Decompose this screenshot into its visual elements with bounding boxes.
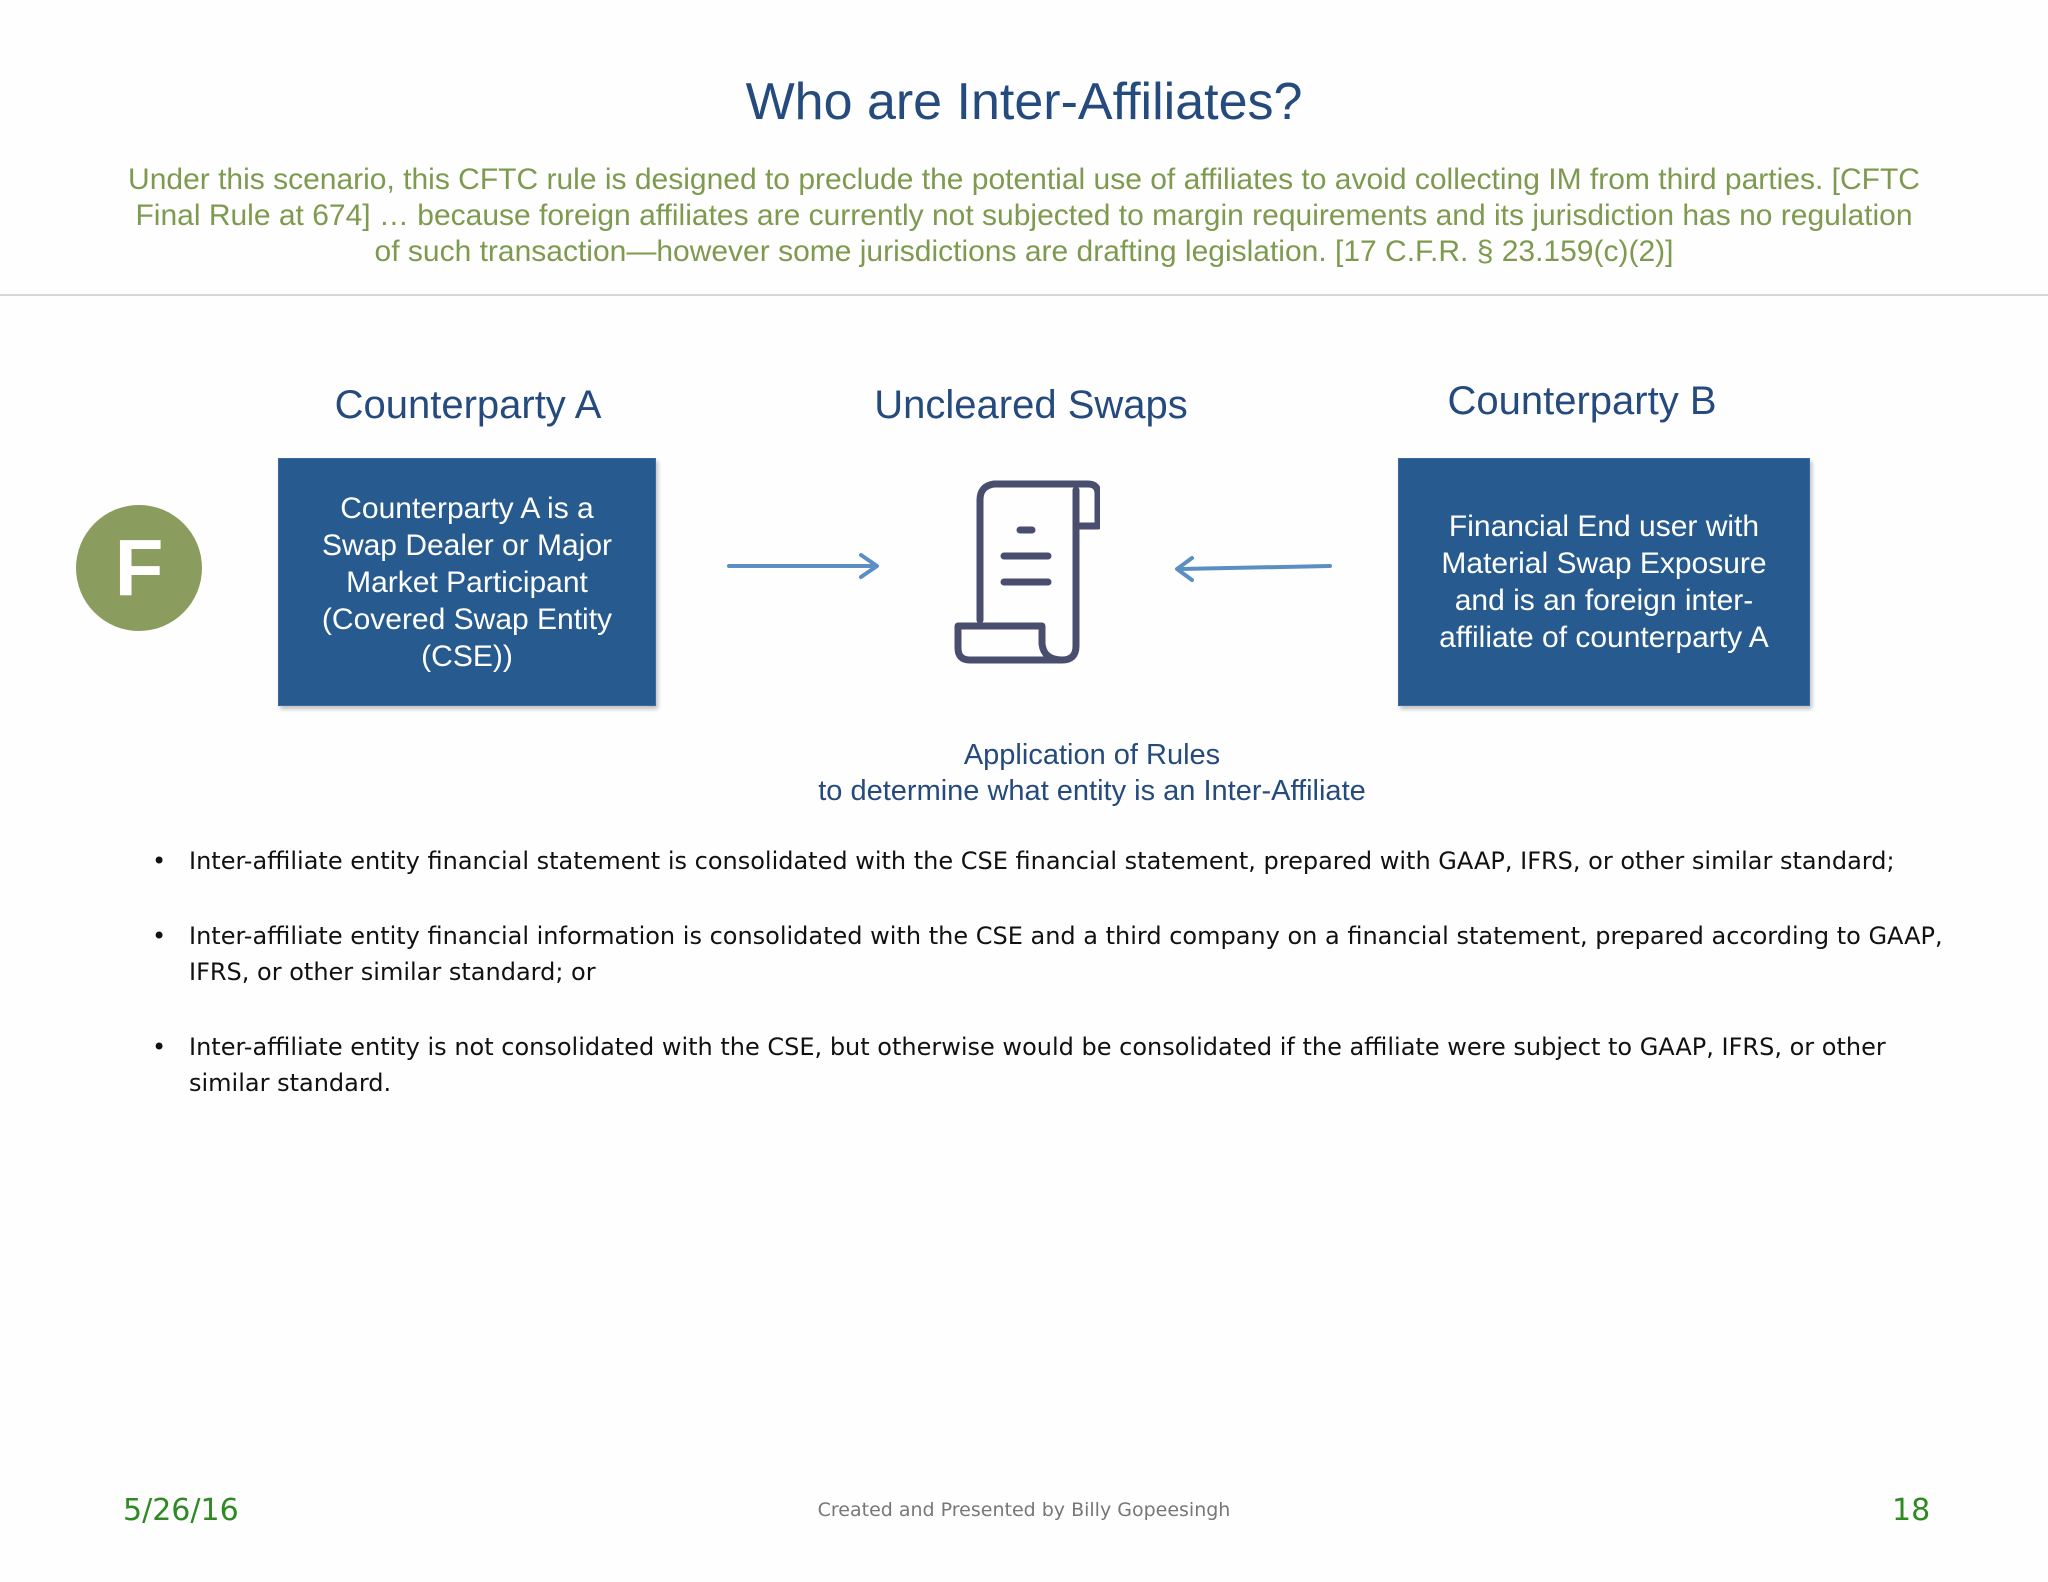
counterparty-a-box — [278, 458, 656, 706]
list-item — [148, 1029, 1968, 1101]
counterparty-b-heading: Counterparty B — [1447, 379, 1717, 423]
left-arrow-icon — [1168, 553, 1334, 583]
list-item — [148, 918, 1968, 990]
counterparty-b-description: Financial End user with Material Swap Exposure and is an foreign inter-affiliate of counterparty A — [1439, 510, 1769, 654]
uncleared-swaps-heading: Uncleared Swaps — [874, 383, 1188, 427]
application-of-rules-caption — [700, 737, 1484, 809]
criteria-bullet-list — [148, 843, 1968, 1140]
list-item — [148, 843, 1968, 879]
bullet-text: Inter-affiliate entity is not consolidated with the CSE, but otherwise would be consolidated if the affiliate were subject to GAAP, IFRS, or other similar standard. — [189, 1033, 1886, 1097]
counterparty-b-box — [1398, 458, 1810, 706]
page-number: 18 — [1892, 1493, 1931, 1528]
document-scroll-icon — [950, 478, 1100, 668]
caption-line-2: to determine what entity is an Inter-Affiliate — [818, 775, 1366, 807]
scenario-badge: F — [76, 505, 202, 631]
counterparty-a-heading: Counterparty A — [334, 383, 602, 427]
slide-title: Who are Inter-Affiliates? — [745, 73, 1303, 131]
bullet-text: Inter-affiliate entity financial statement is consolidated with the CSE financial statement, prepared with GAAP, IFRS, or other similar standard; — [189, 847, 1895, 875]
bullet-text: Inter-affiliate entity financial information is consolidated with the CSE and a third company on a financial statement, prepared according to GAAP, IFRS, or other similar standard; or — [189, 922, 1943, 986]
header-divider — [0, 294, 2048, 296]
bullet-icon: • — [152, 1033, 167, 1061]
footer-credit: Created and Presented by Billy Gopeesingh — [817, 1499, 1231, 1521]
counterparty-a-description: Counterparty A is a Swap Dealer or Major Market Participant (Covered Swap Entity (CSE)) — [321, 491, 613, 673]
footer-date: 5/26/16 — [123, 1493, 239, 1528]
caption-line-1: Application of Rules — [963, 739, 1221, 771]
right-arrow-icon — [725, 550, 885, 580]
bullet-icon: • — [152, 847, 167, 875]
slide-subtitle: Under this scenario, this CFTC rule is designed to preclude the potential use of affiliates to avoid collecting IM from third parties. [CFTC Final Rule at 674] … because foreign affiliates are currently not subjected to margin requirements and its jurisdiction has no regulation of such transaction—however some jurisdictions are drafting legislation. [17 C.F.R. § 23.159(c)(2)] — [128, 163, 1920, 268]
bullet-icon: • — [152, 922, 167, 950]
